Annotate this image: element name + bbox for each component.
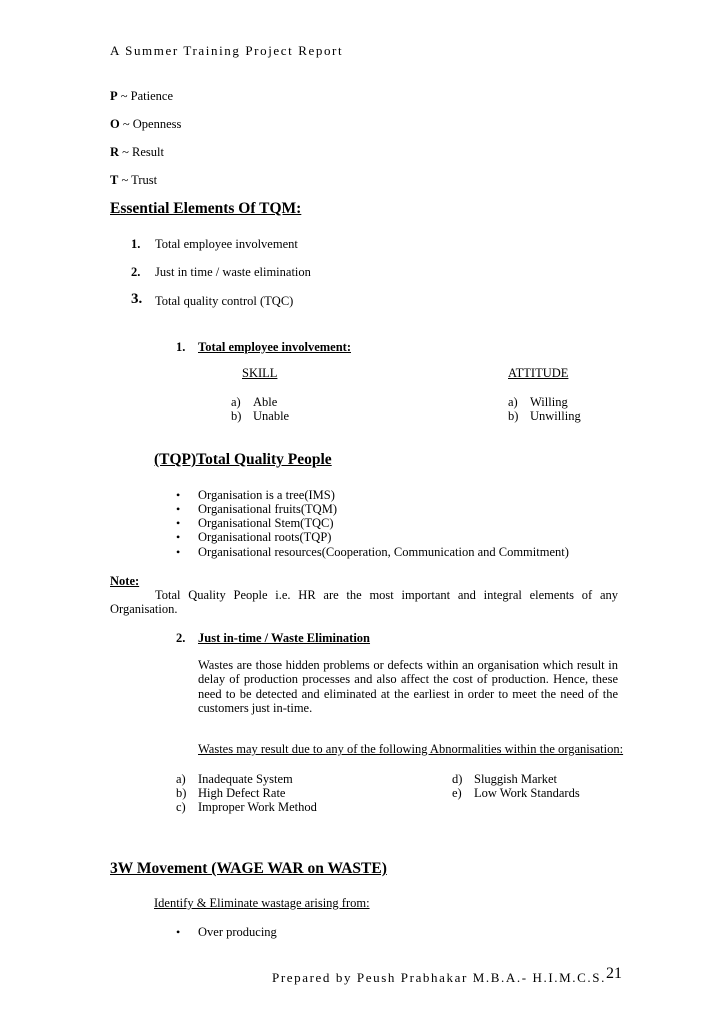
tqp-bullet: Organisational resources(Cooperation, Communication and Commitment) xyxy=(198,545,569,559)
tqp-bullet: Organisational roots(TQP) xyxy=(198,530,332,544)
bullet-icon: • xyxy=(176,545,181,559)
tqp-bullet: Organisational Stem(TQC) xyxy=(198,516,334,530)
attitude-item: Willing xyxy=(530,395,568,409)
essential-item-2: Just in time / waste elimination xyxy=(155,265,311,279)
abnormal-marker: a) xyxy=(176,772,186,786)
essential-num-1: 1. xyxy=(131,237,141,251)
threew-bullet: Over producing xyxy=(198,925,277,939)
potr-word: Openness xyxy=(132,117,182,131)
skill-item: Able xyxy=(253,395,278,409)
tqp-bullet: Organisational fruits(TQM) xyxy=(198,502,337,516)
threew-heading: 3W Movement (WAGE WAR on WASTE) xyxy=(110,860,387,877)
potr-letter: P xyxy=(110,89,118,103)
abnormal-item: Inadequate System xyxy=(198,772,293,786)
bullet-icon: • xyxy=(176,502,181,516)
abnormal-item: High Defect Rate xyxy=(198,786,286,800)
page-number: 21 xyxy=(606,965,622,982)
potr-line-p xyxy=(110,89,173,104)
section1-num: 1. xyxy=(176,340,186,354)
potr-line-t xyxy=(110,173,157,188)
abnormal-marker: b) xyxy=(176,786,187,800)
potr-word: Trust xyxy=(131,173,158,187)
abnormal-heading: Wastes may result due to any of the following Abnormalities within the organisation: xyxy=(198,742,624,756)
tqp-bullet: Organisation is a tree(IMS) xyxy=(198,488,335,502)
potr-letter: O xyxy=(110,117,120,131)
essential-num-3: 3. xyxy=(131,291,143,307)
potr-sep: ~ xyxy=(118,173,132,187)
threew-sub: Identify & Eliminate wastage arising from: xyxy=(154,896,370,910)
section1-title: Total employee involvement: xyxy=(198,340,351,354)
skill-marker: b) xyxy=(231,409,242,423)
page-footer: Prepared by Peush Prabhakar M.B.A.- H.I.M.C.S. xyxy=(272,970,606,985)
potr-line-o xyxy=(110,117,181,132)
section2-num: 2. xyxy=(176,631,186,645)
potr-letter: T xyxy=(110,173,119,187)
potr-letter: R xyxy=(110,145,120,159)
potr-sep: ~ xyxy=(119,145,133,159)
essential-num-2: 2. xyxy=(131,265,141,279)
bullet-icon: • xyxy=(176,530,181,544)
note-label: Note: xyxy=(110,574,140,588)
attitude-item: Unwilling xyxy=(530,409,581,423)
abnormal-marker: c) xyxy=(176,800,186,814)
abnormal-item: Improper Work Method xyxy=(198,800,317,814)
tqp-heading: (TQP)Total Quality People xyxy=(154,451,332,468)
attitude-marker: a) xyxy=(508,395,518,409)
attitude-heading: ATTITUDE xyxy=(508,366,569,380)
skill-marker: a) xyxy=(231,395,241,409)
potr-sep: ~ xyxy=(117,89,131,103)
abnormal-marker: e) xyxy=(452,786,462,800)
bullet-icon: • xyxy=(176,516,181,530)
section2-title: Just in-time / Waste Elimination xyxy=(198,631,371,645)
section2-paragraph: Wastes are those hidden problems or defects within an organisation which result in delay of production processes and also affect the cost of production. Hence, these need to be detected and eliminated at the earliest in order to meet the need of the customers just in-time. xyxy=(198,658,618,715)
bullet-icon: • xyxy=(176,925,181,939)
skill-heading: SKILL xyxy=(242,366,278,380)
potr-sep: ~ xyxy=(119,117,133,131)
page-header: A Summer Training Project Report xyxy=(110,43,344,58)
note-text: Total Quality People i.e. HR are the most important and integral elements of any Organisation. xyxy=(110,588,618,617)
essential-item-3: Total quality control (TQC) xyxy=(155,294,294,308)
essential-item-1: Total employee involvement xyxy=(155,237,298,251)
attitude-marker: b) xyxy=(508,409,519,423)
skill-item: Unable xyxy=(253,409,290,423)
potr-word: Patience xyxy=(130,89,173,103)
bullet-icon: • xyxy=(176,488,181,502)
potr-word: Result xyxy=(132,145,164,159)
potr-line-r xyxy=(110,145,164,160)
abnormal-marker: d) xyxy=(452,772,463,786)
essential-heading: Essential Elements Of TQM: xyxy=(110,200,302,217)
abnormal-item: Low Work Standards xyxy=(474,786,580,800)
abnormal-item: Sluggish Market xyxy=(474,772,557,786)
